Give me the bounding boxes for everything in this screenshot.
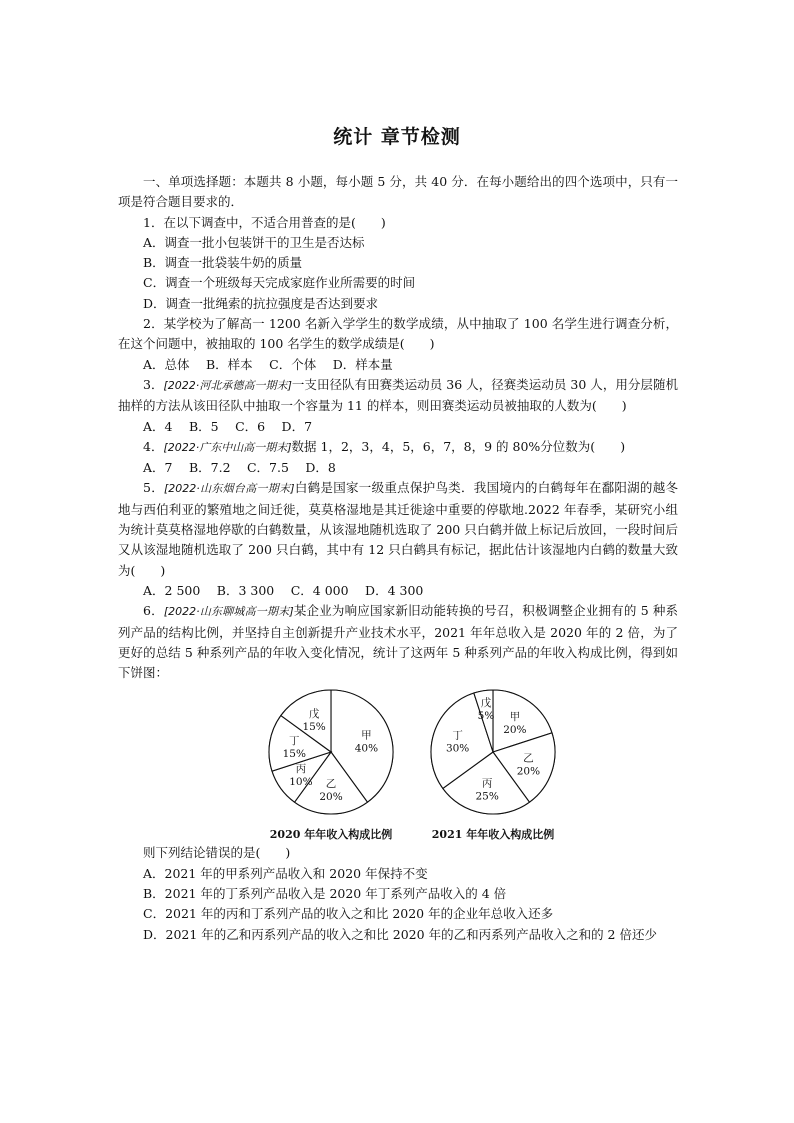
- pie-slice-label: 丁: [452, 729, 463, 742]
- pie-slice-value: 15%: [282, 748, 306, 761]
- pie-chart-2020-svg: [266, 687, 396, 817]
- question-5-options: A．2 500 B．3 300 C．4 000 D．4 300: [143, 582, 424, 598]
- question-5-number: 5．: [143, 480, 165, 496]
- pie-slice-label: 甲: [361, 729, 372, 742]
- pie-chart-2021: [428, 687, 558, 842]
- question-6-source-tag: [2022·山东聊城高一期末]: [163, 605, 294, 619]
- pie-chart-2021-title: 2021 年年收入构成比例: [431, 828, 555, 842]
- question-5-source-tag: [2022·山东烟台高一期末]: [164, 482, 295, 496]
- question-section: [118, 172, 678, 945]
- question-3-number: 3．: [143, 376, 164, 392]
- pie-slice-value: 20%: [503, 724, 527, 737]
- question-5-stem: [118, 478, 678, 580]
- question-3-options: A．4 B．5 C．6 D．7: [143, 418, 313, 434]
- pie-slice-label: 戊: [480, 697, 492, 710]
- question-6-number: 6．: [143, 603, 164, 619]
- pie-chart-2021-svg: [428, 687, 558, 817]
- pie-slice-value: 30%: [445, 742, 470, 755]
- question-3-stem: [118, 375, 678, 417]
- question-4-text: 数据 1，2，3，4，5，6，7，8，9 的 80%分位数为( ): [291, 438, 626, 454]
- question-6-stem: [118, 601, 678, 683]
- pie-slice-value: 25%: [475, 791, 499, 804]
- question-3-source-tag: [2022·河北承德高一期末]: [163, 378, 292, 392]
- pie-slice-label: 乙: [325, 778, 337, 791]
- pie-slice-value: 20%: [319, 791, 343, 804]
- question-4-source-tag: [2022·广东中山高一期末]: [163, 440, 292, 454]
- pie-slice-value: 40%: [354, 742, 379, 755]
- question-1-option-a: A．调查一批小包装饼干的卫生是否达标: [143, 234, 365, 250]
- question-6-option-b: B．2021 年的丁系列产品收入是 2020 年丁系列产品收入的 4 倍: [143, 886, 507, 902]
- question-2-stem: 2．某学校为了解高一 1200 名新入学学生的数学成绩，从中抽取了 100 名学生进行调查分析，在这个问题中，被抽取的 100 名学生的数学成绩是( ): [118, 316, 678, 352]
- question-5-text: 白鹤是国家一级重点保护鸟类．我国境内的白鹤每年在鄱阳湖的越冬地与西伯利亚的繁殖地之间迁徙，莫莫格湿地是其迁徙途中重要的停歇地.2022 年春季，某研究小组为统计莫莫格湿地停歇的白鹤数量，从该湿地随机选取了 200 只白鹤并做上标记后放回，一段时间后又从该湿地随机选取了 200 只白鹤，其中有 12 只白鹤具有标记，据此估计该湿地内白鹤的数量大致为( ): [118, 480, 678, 578]
- question-2-options: A．总体 B．样本 C．个体 D．样本量: [143, 356, 393, 372]
- pie-slice-value: 20%: [516, 765, 541, 778]
- pie-slice-label: 戊: [308, 708, 320, 721]
- question-3-text: 一支田径队有田赛类运动员 36 人，径赛类运动员 30 人，用分层随机抽样的方法从该田径队中抽取一个容量为 11 的样本，则田赛类运动员被抽取的人数为( ): [118, 376, 678, 414]
- question-6-option-a: A．2021 年的甲系列产品收入和 2020 年保持不变: [143, 865, 428, 881]
- question-4-number: 4．: [143, 438, 164, 454]
- question-1-option-d: D．调查一批绳索的抗拉强度是否达到要求: [143, 295, 379, 311]
- pie-slice-value: 15%: [302, 721, 326, 734]
- question-6-option-c: C．2021 年的丙和丁系列产品的收入之和比 2020 年的企业年总收入还多: [143, 906, 554, 922]
- pie-slice-label: 丁: [289, 735, 300, 748]
- pie-chart-2020: [266, 687, 396, 842]
- pie-slice-value: 10%: [289, 776, 313, 789]
- pie-charts: [118, 687, 678, 843]
- question-1-option-c: C．调查一个班级每天完成家庭作业所需要的时间: [143, 275, 416, 291]
- question-6-option-d: D．2021 年的乙和丙系列产品的收入之和比 2020 年的乙和丙系列产品收入之和的 2 倍还少: [143, 926, 657, 942]
- pie-slice-label: 丙: [481, 778, 493, 791]
- pie-slice-value: 5%: [477, 710, 495, 723]
- pie-chart-2020-title: 2020 年年收入构成比例: [269, 828, 393, 842]
- pie-slice-label: 丙: [295, 763, 307, 776]
- question-1-option-b: B．调查一批袋装牛奶的质量: [143, 255, 303, 271]
- question-1-stem: 1．在以下调查中，不适合用普查的是( ): [143, 214, 386, 230]
- pie-slice-label: 乙: [523, 752, 534, 765]
- pie-slice-label: 甲: [509, 711, 521, 724]
- page-title: 统计 章节检测: [333, 126, 461, 148]
- question-4-stem: [118, 437, 678, 458]
- section-heading: 一、单项选择题：本题共 8 小题，每小题 5 分，共 40 分．在每小题给出的四个选项中，只有一项是符合题目要求的．: [118, 174, 678, 210]
- question-4-options: A．7 B．7.2 C．7.5 D．8: [143, 460, 336, 476]
- question-6-prompt: 则下列结论错误的是( ): [143, 845, 291, 861]
- question-6-text: 某企业为响应国家新旧动能转换的号召，积极调整企业拥有的 5 种系列产品的结构比例，并坚持自主创新提升产业技术水平，2021 年年总收入是 2020 年的 2 倍，为了更好的总结 5 种系列产品的年收入变化情况，统计了这两年 5 种系列产品的年收入构成比例，得到如下饼图：: [118, 603, 679, 681]
